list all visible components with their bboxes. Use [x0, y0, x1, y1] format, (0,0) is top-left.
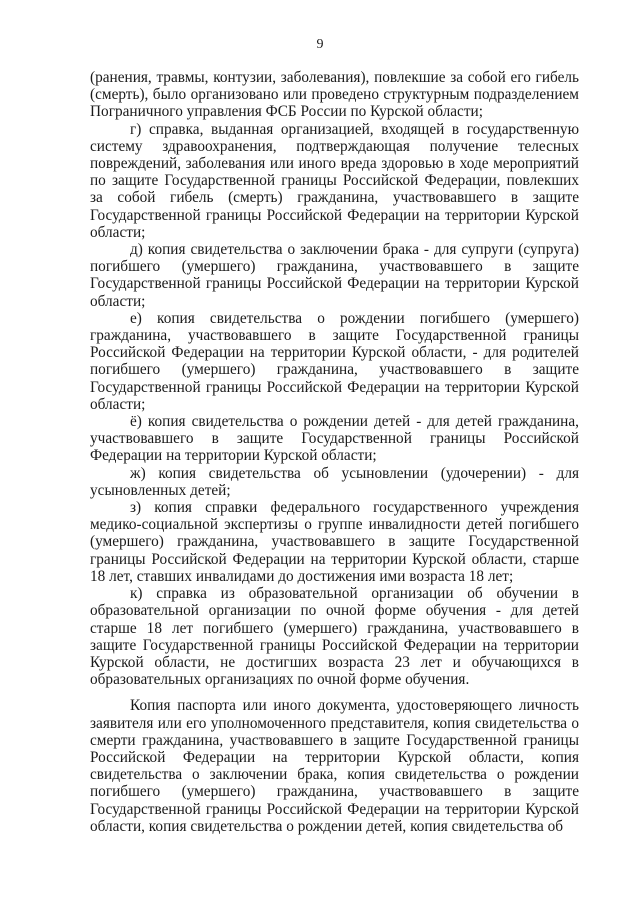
paragraph-item-e: е) копия свидетельства о рождении погибшего (умершего) гражданина, участвовавшего в защите Государственной границы Российской Федерации на территории Курской области, - для родителей погибшего (умершего) гражданина, участвовавшего в защите Государственной границы Российской Федерации на территории Курской области; — [90, 309, 579, 413]
paragraph-item-zh: ж) копия свидетельства об усыновлении (удочерении) - для усыновленных детей; — [90, 464, 579, 499]
page-number: 9 — [316, 37, 324, 52]
document-body — [90, 69, 579, 835]
paragraph-item-d: д) копия свидетельства о заключении брака - для супруги (супруга) погибшего (умершего) гражданина, участвовавшего в защите Государственной границы Российской Федерации на территории Курской области; — [90, 241, 579, 310]
paragraph-item-yo: ё) копия свидетельства о рождении детей - для детей гражданина, участвовавшего в защите Государственной границы Российской Федерации на территории Курской области; — [90, 413, 579, 465]
paragraph-item-k: к) справка из образовательной организации об обучении в образовательной организации по очной форме обучения - для детей старше 18 лет погибшего (умершего) гражданина, участвовавшего в защите Государственной границы Российской Федерации на территории Курской области, не достигших возраста 23 лет и обучающихся в образовательных организациях по очной форме обучения. — [90, 585, 579, 689]
paragraph-item-z: з) копия справки федерального государственного учреждения медико-социальной экспертизы о группе инвалидности детей погибшего (умершего) гражданина, участвовавшего в защите Государственной границы Российской Федерации на территории Курской области, старше 18 лет, ставших инвалидами до достижения ими возраста 18 лет; — [90, 499, 579, 585]
paragraph-item-g: г) справка, выданная организацией, входящей в государственную систему здравоохранения, подтверждающая получение телесных повреждений, заболевания или иного вреда здоровью в ходе мероприятий по защите Государственной границы Российской Федерации, повлекших за собой гибель (смерть) гражданина, участвовавшего в защите Государственной границы Российской Федерации на территории Курской области; — [90, 120, 579, 241]
paragraph-ranenia: (ранения, травмы, контузии, заболевания), повлекшие за собой его гибель (смерть), было организовано или проведено структурным подразделением Пограничного управления ФСБ России по Курской области; — [90, 69, 579, 121]
paragraph-copies: Копия паспорта или иного документа, удостоверяющего личность заявителя или его уполномоченного представителя, копия свидетельства о смерти гражданина, участвовавшего в защите Государственной границы Российской Федерации на территории Курской области, копия свидетельства о заключении брака, копия свидетельства о рождении погибшего (умершего) гражданина, участвовавшего в защите Государственной границы Российской Федерации на территории Курской области, копия свидетельства о рождении детей, копия свидетельства об — [90, 697, 579, 835]
